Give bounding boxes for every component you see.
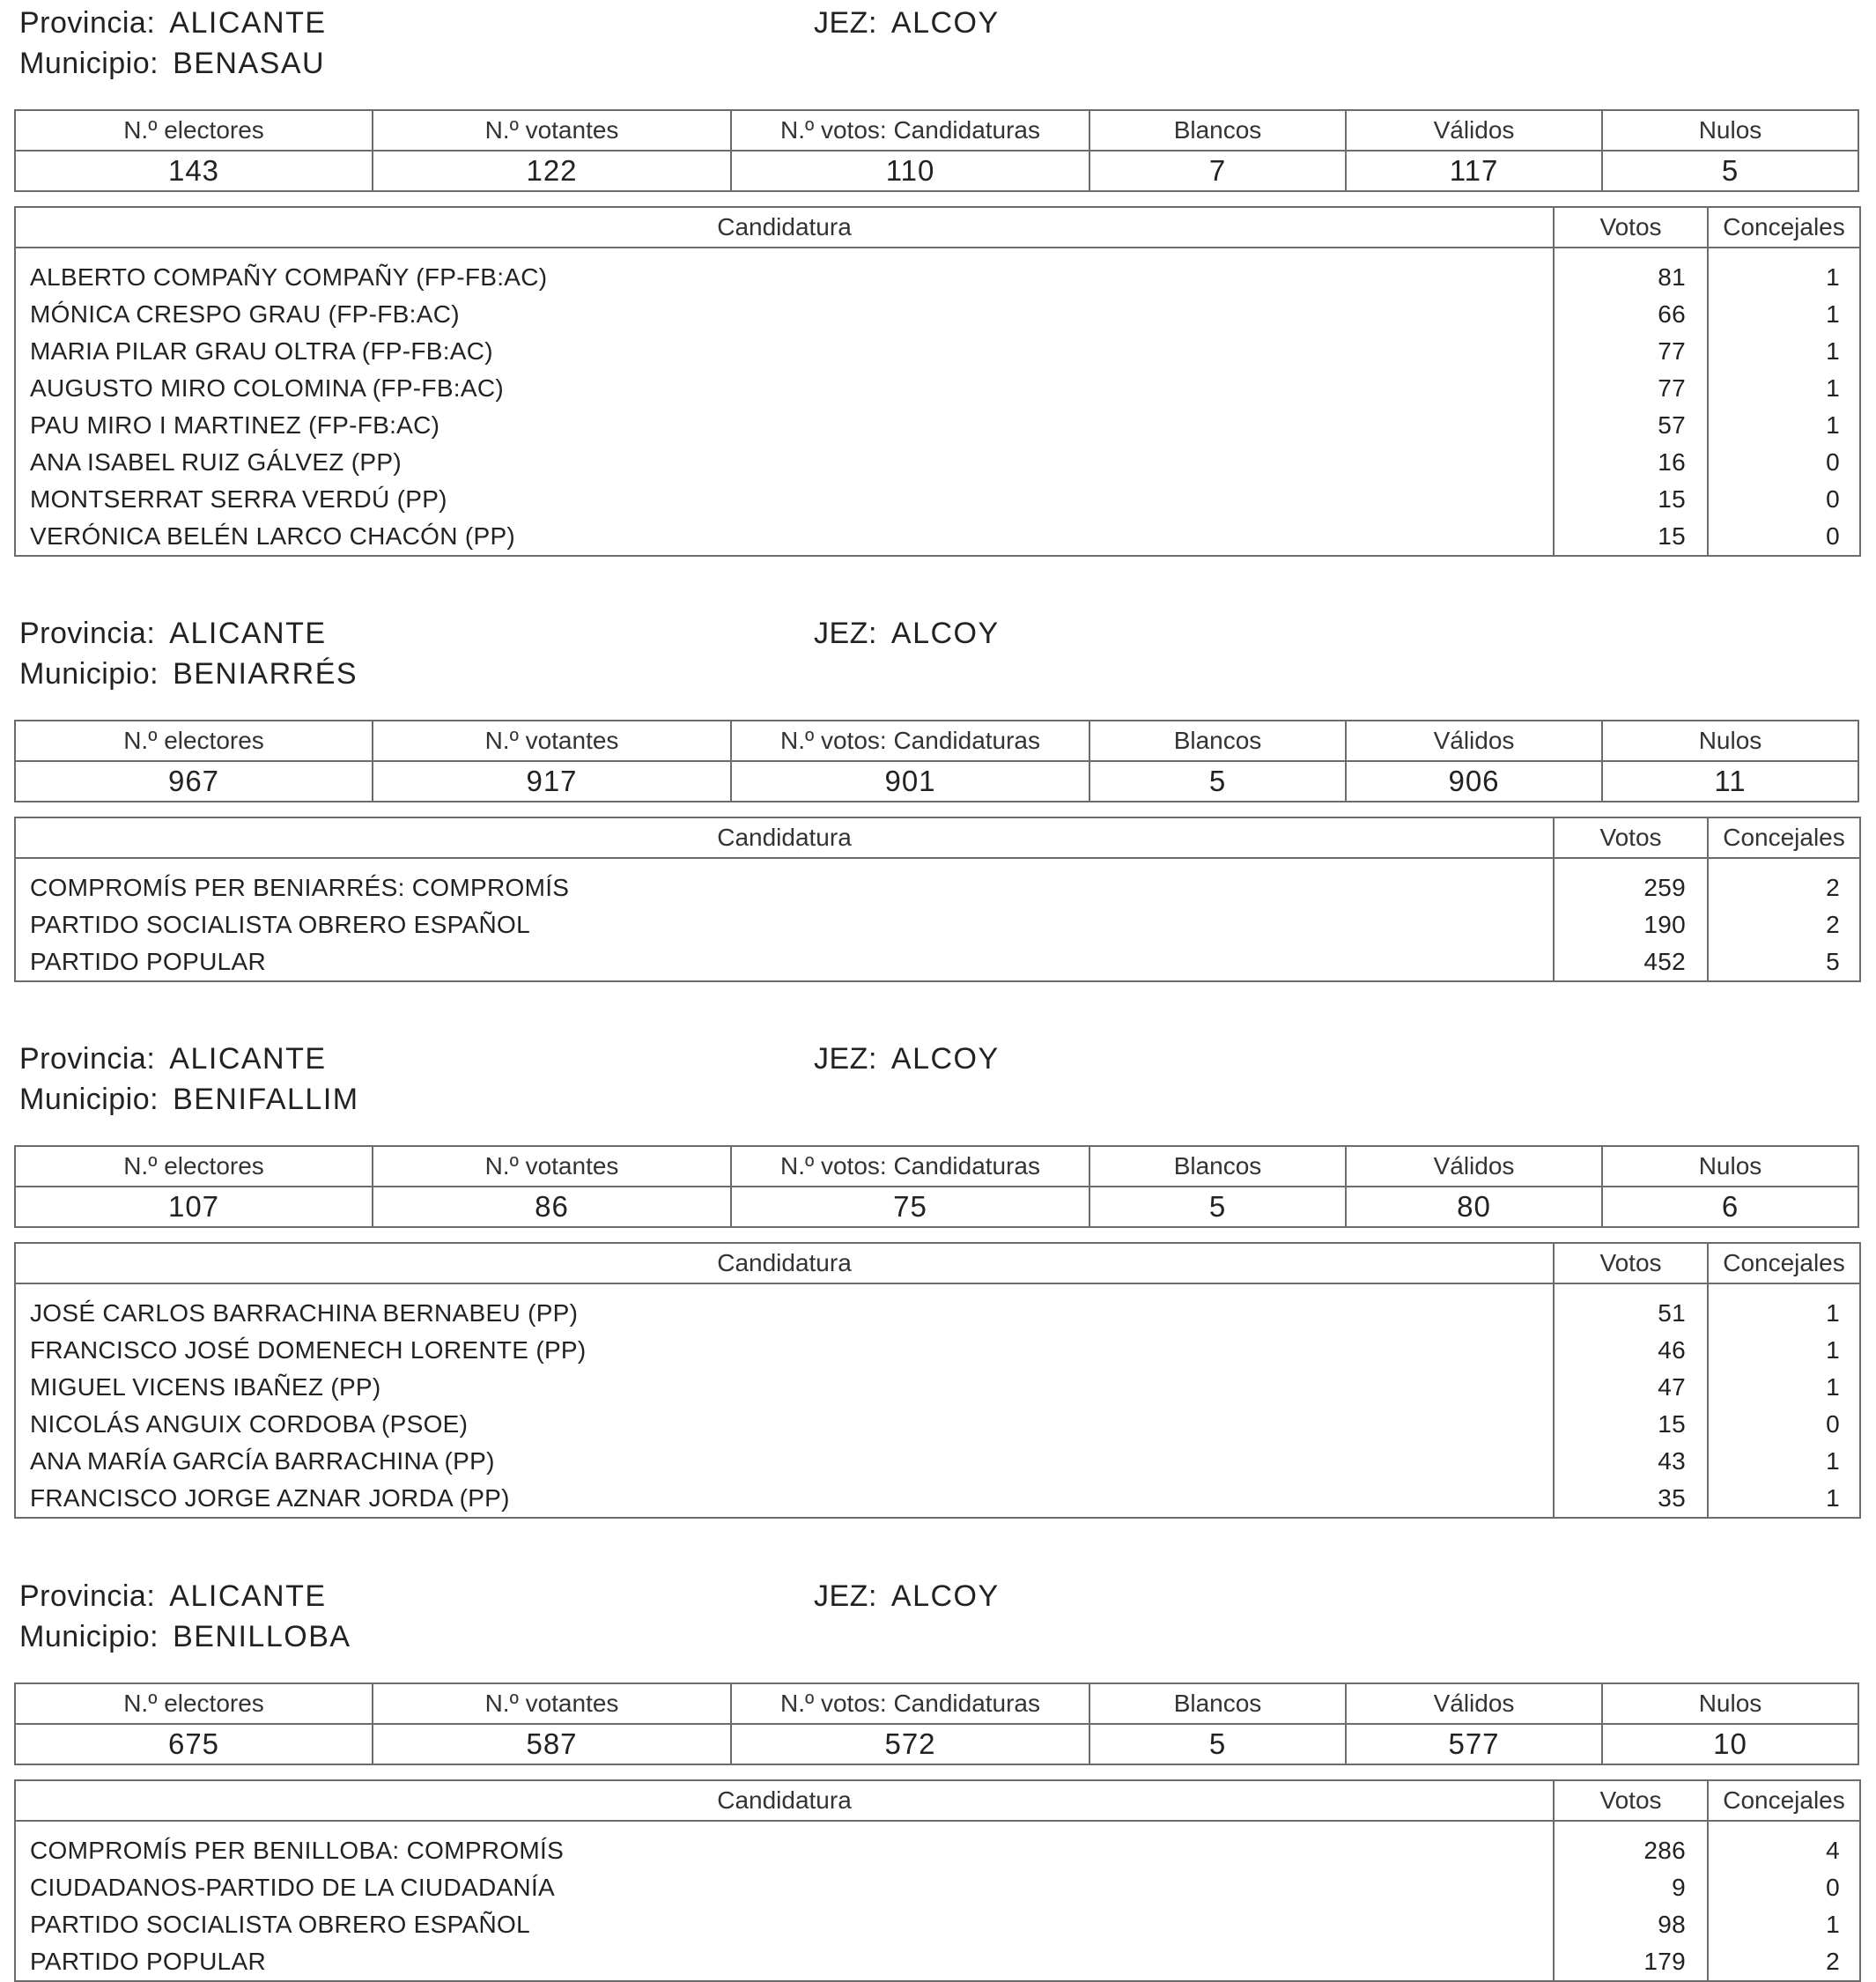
summary-header-row <box>15 1146 1858 1187</box>
candidate-name: MÓNICA CRESPO GRAU (FP-FB:AC) <box>15 296 1554 333</box>
summary-header-cell: N.º votos: Candidaturas <box>731 1683 1089 1724</box>
provincia-value: ALICANTE <box>169 617 327 650</box>
candidate-concejales: 5 <box>1708 943 1860 981</box>
summary-table <box>14 109 1859 192</box>
summary-header-row <box>15 1683 1858 1724</box>
summary-value-cell: 6 <box>1602 1187 1858 1227</box>
summary-header-cell: N.º votos: Candidaturas <box>731 1146 1089 1187</box>
summary-header-cell: Nulos <box>1602 110 1858 151</box>
votos-header: Votos <box>1554 817 1708 858</box>
summary-value-cell: 901 <box>731 761 1089 802</box>
municipio-line <box>19 1082 359 1117</box>
candidate-name: NICOLÁS ANGUIX CORDOBA (PSOE) <box>15 1406 1554 1443</box>
candidate-name: PARTIDO SOCIALISTA OBRERO ESPAÑOL <box>15 1906 1554 1943</box>
jez-line <box>814 616 1000 651</box>
summary-header-row <box>15 110 1858 151</box>
candidate-name: ANA MARÍA GARCÍA BARRACHINA (PP) <box>15 1443 1554 1480</box>
jez-line <box>814 1579 1000 1614</box>
summary-header-cell: Nulos <box>1602 721 1858 761</box>
summary-value-cell: 5 <box>1089 1187 1346 1227</box>
provincia-value: ALICANTE <box>169 6 327 40</box>
summary-value-cell: 5 <box>1602 151 1858 191</box>
summary-value-cell: 917 <box>373 761 731 802</box>
summary-header-cell: N.º votantes <box>373 721 731 761</box>
votos-header: Votos <box>1554 207 1708 248</box>
summary-value-cell: 86 <box>373 1187 731 1227</box>
candidatura-header: Candidatura <box>15 1243 1554 1283</box>
candidate-votos: 46 <box>1554 1332 1708 1369</box>
municipio-value: BENIARRÉS <box>173 657 358 691</box>
concejales-header: Concejales <box>1708 207 1860 248</box>
summary-value-cell: 10 <box>1602 1724 1858 1764</box>
candidate-concejales: 0 <box>1708 444 1860 481</box>
candidate-row <box>15 943 1860 981</box>
candidate-votos: 16 <box>1554 444 1708 481</box>
candidate-name: COMPROMÍS PER BENILLOBA: COMPROMÍS <box>15 1832 1554 1869</box>
summary-header-cell: Blancos <box>1089 110 1346 151</box>
candidate-row <box>15 1443 1860 1480</box>
candidate-row <box>15 296 1860 333</box>
jez-label: JEZ: <box>814 1042 877 1076</box>
candidate-votos: 179 <box>1554 1943 1708 1981</box>
candidate-concejales: 1 <box>1708 1332 1860 1369</box>
candidate-name: PARTIDO POPULAR <box>15 1943 1554 1981</box>
summary-value-cell: 75 <box>731 1187 1089 1227</box>
municipio-line <box>19 656 358 691</box>
spacer-row <box>15 1283 1860 1295</box>
summary-value-cell: 7 <box>1089 151 1346 191</box>
provincia-label: Provincia: <box>19 6 156 40</box>
candidate-votos: 66 <box>1554 296 1708 333</box>
candidate-concejales: 4 <box>1708 1832 1860 1869</box>
candidate-concejales: 1 <box>1708 259 1860 296</box>
provincia-line <box>19 5 327 41</box>
summary-value-cell: 906 <box>1346 761 1602 802</box>
candidate-concejales: 0 <box>1708 1406 1860 1443</box>
candidate-name: FRANCISCO JOSÉ DOMENECH LORENTE (PP) <box>15 1332 1554 1369</box>
summary-value-cell: 80 <box>1346 1187 1602 1227</box>
candidate-concejales: 1 <box>1708 1369 1860 1406</box>
summary-table <box>14 1682 1859 1765</box>
candidate-row <box>15 1295 1860 1332</box>
candidates-header-row <box>15 817 1860 858</box>
candidate-row <box>15 407 1860 444</box>
jez-label: JEZ: <box>814 617 877 650</box>
provincia-line <box>19 616 327 651</box>
summary-value-cell: 587 <box>373 1724 731 1764</box>
municipio-label: Municipio: <box>19 657 159 691</box>
jez-line <box>814 5 1000 41</box>
candidatura-header: Candidatura <box>15 1780 1554 1821</box>
summary-header-cell: Válidos <box>1346 1683 1602 1724</box>
concejales-header: Concejales <box>1708 1780 1860 1821</box>
candidate-name: ANA ISABEL RUIZ GÁLVEZ (PP) <box>15 444 1554 481</box>
candidate-name: COMPROMÍS PER BENIARRÉS: COMPROMÍS <box>15 869 1554 906</box>
candidate-concejales: 2 <box>1708 869 1860 906</box>
jez-value: ALCOY <box>890 1042 1000 1076</box>
summary-value-cell: 967 <box>15 761 373 802</box>
summary-value-cell: 107 <box>15 1187 373 1227</box>
provincia-value: ALICANTE <box>169 1579 327 1613</box>
candidate-votos: 81 <box>1554 259 1708 296</box>
candidate-name: MIGUEL VICENS IBAÑEZ (PP) <box>15 1369 1554 1406</box>
candidates-header-row <box>15 1243 1860 1283</box>
summary-table <box>14 720 1859 802</box>
summary-value-row <box>15 761 1858 802</box>
candidate-row <box>15 1906 1860 1943</box>
candidates-table <box>14 1242 1861 1519</box>
candidate-row <box>15 444 1860 481</box>
provincia-line <box>19 1579 327 1614</box>
candidate-votos: 57 <box>1554 407 1708 444</box>
candidate-concejales: 1 <box>1708 333 1860 370</box>
summary-header-cell: Válidos <box>1346 110 1602 151</box>
summary-header-cell: Válidos <box>1346 721 1602 761</box>
candidate-row <box>15 1406 1860 1443</box>
candidate-name: CIUDADANOS-PARTIDO DE LA CIUDADANÍA <box>15 1869 1554 1906</box>
candidate-row <box>15 259 1860 296</box>
candidate-row <box>15 518 1860 556</box>
candidate-votos: 190 <box>1554 906 1708 943</box>
candidate-row <box>15 1943 1860 1981</box>
candidate-votos: 77 <box>1554 370 1708 407</box>
municipio-value: BENASAU <box>173 47 326 80</box>
candidatura-header: Candidatura <box>15 817 1554 858</box>
municipio-label: Municipio: <box>19 1083 159 1116</box>
candidate-concejales: 1 <box>1708 1295 1860 1332</box>
summary-header-cell: N.º votos: Candidaturas <box>731 721 1089 761</box>
municipio-value: BENIFALLIM <box>173 1083 359 1116</box>
jez-label: JEZ: <box>814 6 877 40</box>
provincia-line <box>19 1041 327 1076</box>
candidate-concejales: 1 <box>1708 370 1860 407</box>
candidatura-header: Candidatura <box>15 207 1554 248</box>
candidate-concejales: 1 <box>1708 296 1860 333</box>
municipio-label: Municipio: <box>19 1620 159 1653</box>
provincia-label: Provincia: <box>19 1579 156 1613</box>
summary-header-cell: N.º electores <box>15 1683 373 1724</box>
candidate-name: PARTIDO SOCIALISTA OBRERO ESPAÑOL <box>15 906 1554 943</box>
candidate-row <box>15 906 1860 943</box>
candidate-votos: 452 <box>1554 943 1708 981</box>
candidate-votos: 286 <box>1554 1832 1708 1869</box>
jez-value: ALCOY <box>890 6 1000 40</box>
candidate-row <box>15 869 1860 906</box>
municipio-line <box>19 46 325 81</box>
candidate-concejales: 1 <box>1708 1443 1860 1480</box>
summary-header-cell: N.º votos: Candidaturas <box>731 110 1089 151</box>
summary-header-cell: N.º votantes <box>373 1146 731 1187</box>
candidates-header-row <box>15 207 1860 248</box>
jez-value: ALCOY <box>890 1579 1000 1613</box>
candidate-votos: 47 <box>1554 1369 1708 1406</box>
summary-value-cell: 572 <box>731 1724 1089 1764</box>
candidate-row <box>15 1832 1860 1869</box>
candidate-name: PAU MIRO I MARTINEZ (FP-FB:AC) <box>15 407 1554 444</box>
municipio-value: BENILLOBA <box>173 1620 351 1653</box>
candidate-name: MONTSERRAT SERRA VERDÚ (PP) <box>15 481 1554 518</box>
candidate-votos: 259 <box>1554 869 1708 906</box>
concejales-header: Concejales <box>1708 1243 1860 1283</box>
summary-value-cell: 5 <box>1089 761 1346 802</box>
candidate-votos: 15 <box>1554 518 1708 556</box>
provincia-label: Provincia: <box>19 1042 156 1076</box>
votos-header: Votos <box>1554 1243 1708 1283</box>
summary-value-row <box>15 1187 1858 1227</box>
summary-header-cell: Blancos <box>1089 1683 1346 1724</box>
candidate-votos: 9 <box>1554 1869 1708 1906</box>
jez-value: ALCOY <box>890 617 1000 650</box>
candidate-votos: 51 <box>1554 1295 1708 1332</box>
candidate-name: JOSÉ CARLOS BARRACHINA BERNABEU (PP) <box>15 1295 1554 1332</box>
candidate-concejales: 1 <box>1708 1480 1860 1518</box>
candidate-concejales: 2 <box>1708 1943 1860 1981</box>
candidate-concejales: 0 <box>1708 1869 1860 1906</box>
summary-table <box>14 1145 1859 1228</box>
candidate-row <box>15 333 1860 370</box>
candidate-concejales: 2 <box>1708 906 1860 943</box>
summary-value-cell: 117 <box>1346 151 1602 191</box>
spacer-row <box>15 1821 1860 1832</box>
summary-header-cell: Válidos <box>1346 1146 1602 1187</box>
jez-line <box>814 1041 1000 1076</box>
summary-header-cell: N.º votantes <box>373 1683 731 1724</box>
candidate-name: MARIA PILAR GRAU OLTRA (FP-FB:AC) <box>15 333 1554 370</box>
summary-header-cell: N.º votantes <box>373 110 731 151</box>
candidates-header-row <box>15 1780 1860 1821</box>
summary-value-row <box>15 151 1858 191</box>
candidates-table <box>14 206 1861 557</box>
candidate-concejales: 0 <box>1708 518 1860 556</box>
candidate-row <box>15 1869 1860 1906</box>
summary-value-cell: 11 <box>1602 761 1858 802</box>
candidate-row <box>15 1480 1860 1518</box>
candidate-name: VERÓNICA BELÉN LARCO CHACÓN (PP) <box>15 518 1554 556</box>
summary-value-cell: 5 <box>1089 1724 1346 1764</box>
candidate-votos: 15 <box>1554 1406 1708 1443</box>
candidate-row <box>15 1369 1860 1406</box>
candidate-name: FRANCISCO JORGE AZNAR JORDA (PP) <box>15 1480 1554 1518</box>
municipio-label: Municipio: <box>19 47 159 80</box>
municipio-line <box>19 1619 351 1654</box>
summary-header-cell: Nulos <box>1602 1146 1858 1187</box>
candidate-row <box>15 481 1860 518</box>
summary-header-cell: N.º electores <box>15 110 373 151</box>
candidate-votos: 98 <box>1554 1906 1708 1943</box>
candidate-votos: 35 <box>1554 1480 1708 1518</box>
summary-value-cell: 110 <box>731 151 1089 191</box>
summary-header-cell: Nulos <box>1602 1683 1858 1724</box>
spacer-row <box>15 858 1860 869</box>
candidate-name: PARTIDO POPULAR <box>15 943 1554 981</box>
candidate-name: AUGUSTO MIRO COLOMINA (FP-FB:AC) <box>15 370 1554 407</box>
spacer-row <box>15 248 1860 259</box>
candidate-concejales: 1 <box>1708 407 1860 444</box>
candidate-votos: 43 <box>1554 1443 1708 1480</box>
summary-value-cell: 143 <box>15 151 373 191</box>
candidate-votos: 15 <box>1554 481 1708 518</box>
summary-value-cell: 122 <box>373 151 731 191</box>
candidates-table <box>14 817 1861 982</box>
provincia-label: Provincia: <box>19 617 156 650</box>
candidates-table <box>14 1779 1861 1982</box>
summary-header-cell: N.º electores <box>15 721 373 761</box>
candidate-row <box>15 370 1860 407</box>
jez-label: JEZ: <box>814 1579 877 1613</box>
candidate-concejales: 1 <box>1708 1906 1860 1943</box>
summary-value-cell: 577 <box>1346 1724 1602 1764</box>
summary-value-row <box>15 1724 1858 1764</box>
summary-header-cell: N.º electores <box>15 1146 373 1187</box>
summary-header-cell: Blancos <box>1089 721 1346 761</box>
summary-header-row <box>15 721 1858 761</box>
candidate-votos: 77 <box>1554 333 1708 370</box>
summary-value-cell: 675 <box>15 1724 373 1764</box>
votos-header: Votos <box>1554 1780 1708 1821</box>
summary-header-cell: Blancos <box>1089 1146 1346 1187</box>
provincia-value: ALICANTE <box>169 1042 327 1076</box>
candidate-name: ALBERTO COMPAÑY COMPAÑY (FP-FB:AC) <box>15 259 1554 296</box>
candidate-concejales: 0 <box>1708 481 1860 518</box>
candidate-row <box>15 1332 1860 1369</box>
concejales-header: Concejales <box>1708 817 1860 858</box>
